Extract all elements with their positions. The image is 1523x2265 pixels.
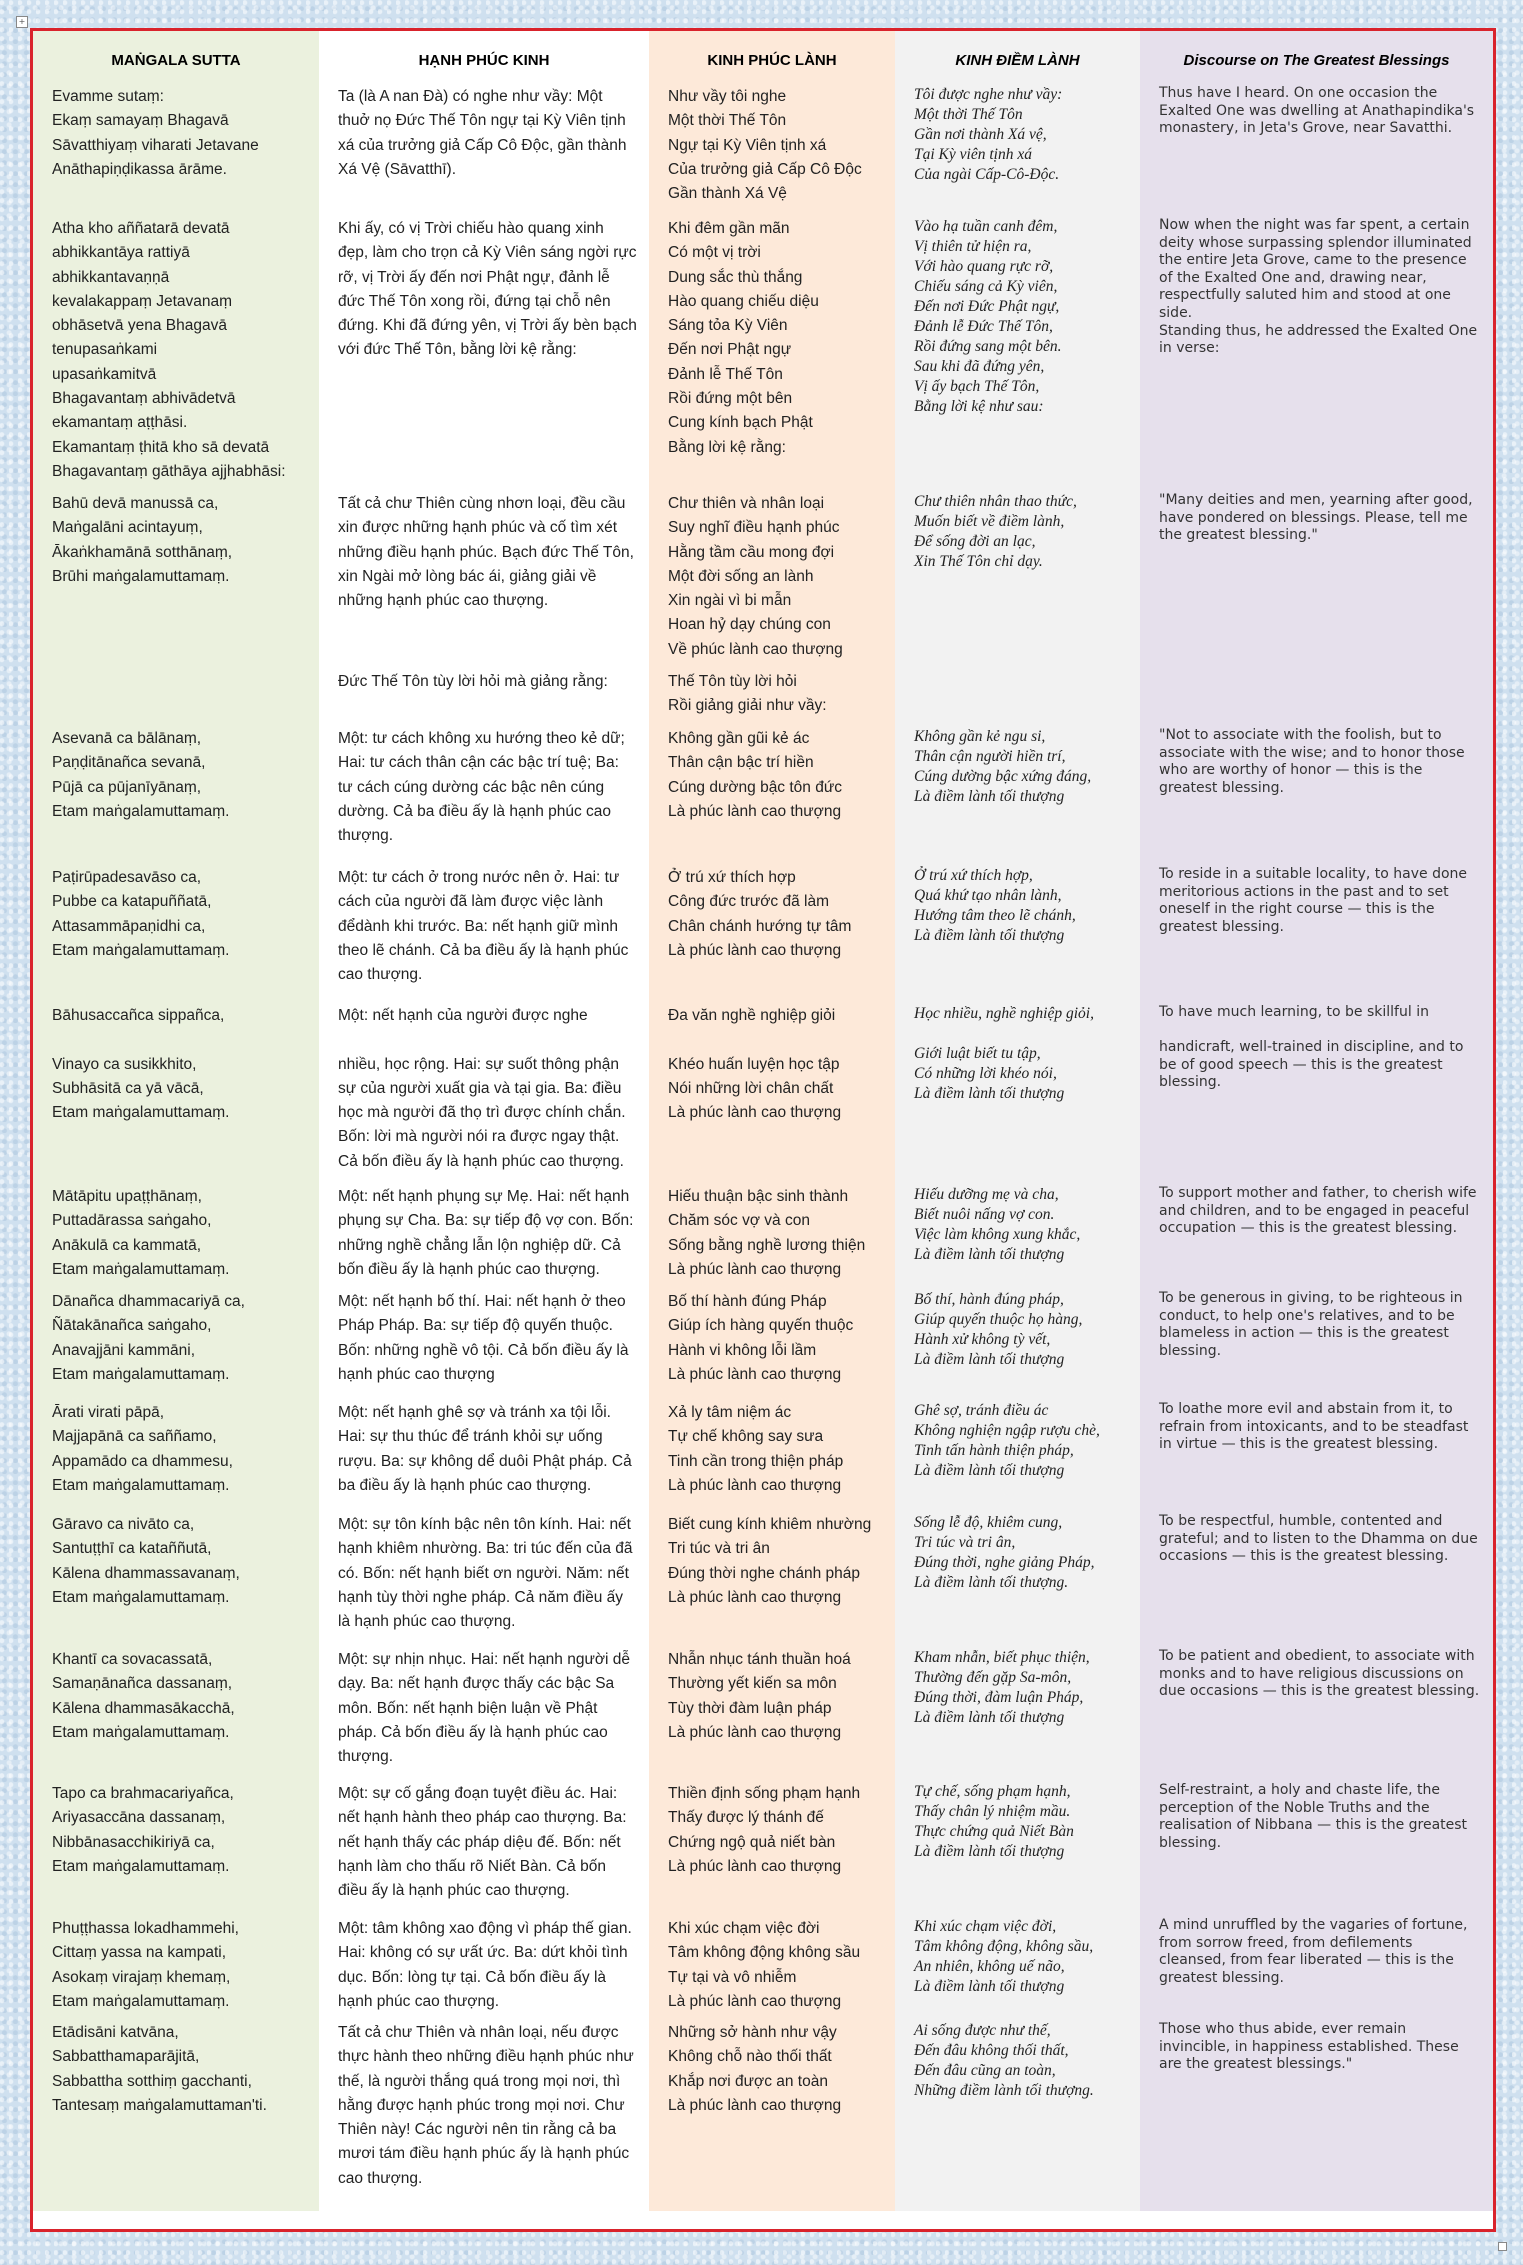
table-cell [649, 1648, 895, 1782]
table-cell [649, 2021, 895, 2211]
pali-text: Tapo ca brahmacariyañca, Ariyasaccāna dassanaṃ, Nibbānasacchikiriyā ca, Etam maṅgalamuttamaṃ. [52, 1785, 234, 1875]
header-kinh-phuc-lanh: KINH PHÚC LÀNH [649, 31, 895, 85]
table-cell [33, 1917, 319, 2021]
kinh-phuc-lanh-text: Chư thiên và nhân loại Suy nghĩ điều hạnh phúc Hằng tầm cầu mong đợi Một đời sống an lành Xin ngài vì bi mẫn Hoan hỷ dạy chúng con Về phúc lành cao thượng [668, 495, 843, 658]
kinh-diem-lanh-text: Ở trú xứ thích hợp, Quá khứ tạo nhân lành, Hướng tâm theo lẽ chánh, Là điềm lành tối thượng [914, 867, 1076, 944]
table-cell [1140, 1290, 1493, 1401]
english-text: Now when the night was far spent, a certain deity whose surpassing splendor illuminated the entire Jeta Grove, came to the presence of the Exalted One and, drawing near, respectfully saluted him and stood at one side. Standing thus, he addressed the Exalted One in verse: [1159, 217, 1478, 357]
kinh-phuc-lanh-text: Nhẫn nhục tánh thuần hoá Thường yết kiến sa môn Tùy thời đàm luận pháp Là phúc lành cao thượng [668, 1651, 851, 1741]
table-cell [1140, 492, 1493, 670]
english-text: To be respectful, humble, contented and grateful; and to listen to the Dhamma on due occasions — this is the greatest blessing. [1159, 1513, 1478, 1565]
table-cell [895, 85, 1140, 217]
pali-text: Bahū devā manussā ca, Maṅgalāni acintayuṃ, Ākaṅkhamānā sotthānaṃ, Brūhi maṅgalamuttamaṃ. [52, 495, 233, 585]
table-cell [1140, 727, 1493, 866]
table-cell [1140, 2021, 1493, 2211]
kinh-diem-lanh-text: Ai sống được như thế, Đến đâu không thối thất, Đến đâu cũng an toàn, Những điềm lành tối thượng. [914, 2022, 1094, 2099]
hanh-phuc-kinh-text: Một: tâm không xao động vì pháp thế gian. Hai: không có sự ưất ức. Ba: dứt khỏi tình dục. Bốn: lòng tự tại. Cả bốn điều ấy là hạnh phúc cao thượng. [338, 1920, 632, 2010]
kinh-phuc-lanh-text: Khi xúc chạm việc đời Tâm không động không sầu Tự tại và vô nhiễm Là phúc lành cao thượng [668, 1920, 861, 2010]
english-text: "Not to associate with the foolish, but to associate with the wise; and to honor those who are worthy of honor — this is the greatest blessing. [1159, 727, 1465, 796]
table-cell [895, 1513, 1140, 1648]
table-row [33, 670, 1493, 727]
table-cell [649, 670, 895, 727]
pali-text: Dānañca dhammacariyā ca, Ñātakānañca saṅgaho, Anavajjāni kammāni, Etam maṅgalamuttamaṃ. [52, 1293, 245, 1383]
table-cell [1140, 1401, 1493, 1513]
kinh-diem-lanh-text: Vào hạ tuần canh đêm, Vị thiên tử hiện ra, Với hào quang rực rỡ, Chiếu sáng cả Kỳ viên, Đến nơi Đức Phật ngự, Đảnh lễ Đức Thế Tôn, Rồi đứng sang một bên. Sau khi đã đứng yên, Vị ấy bạch Thế Tôn, Bằng lời kệ như sau: [914, 218, 1062, 415]
hanh-phuc-kinh-text: Tất cả chư Thiên và nhân loại, nếu được thực hành theo những điều hạnh phúc như thế, là người thắng quá trong mọi nơi, thì hằng được hạnh phúc trong mọi nơi. Chư Thiên này! Các người nên tin rằng cả ba mươi tám điều hạnh phúc ấy là hạnh phúc cao thượng. [338, 2024, 634, 2187]
pali-text: Etādisāni katvāna, Sabbatthamaparājitā, Sabbattha sotthiṃ gacchanti, Tantesaṃ maṅgalamuttaman'ti. [52, 2024, 267, 2114]
table-cell [1140, 85, 1493, 217]
kinh-diem-lanh-text: Học nhiều, nghề nghiệp giỏi, Giới luật biết tu tập, Có những lời khéo nói, Là điềm lành tối thượng [914, 1005, 1094, 1102]
table-row [33, 866, 1493, 1004]
table-cell [649, 1401, 895, 1513]
pali-text: Paṭirūpadesavāso ca, Pubbe ca katapuññatā, Attasammāpaṇidhi ca, Etam maṅgalamuttamaṃ. [52, 869, 230, 959]
table-cell [33, 727, 319, 866]
table-cell [319, 217, 649, 492]
table-cell [649, 727, 895, 866]
table-cell [319, 1648, 649, 1782]
table-cell [649, 1513, 895, 1648]
table-cell [33, 2021, 319, 2211]
english-text: Self-restraint, a holy and chaste life, the perception of the Noble Truths and the realisation of Nibbana — this is the greatest blessing. [1159, 1782, 1468, 1851]
pali-text: Gāravo ca nivāto ca, Santuṭṭhī ca kataññutā, Kālena dhammassavanaṃ, Etam maṅgalamuttamaṃ. [52, 1516, 240, 1606]
header-kinh-diem-lanh: KINH ĐIỀM LÀNH [895, 31, 1140, 85]
table-cell [1140, 1185, 1493, 1290]
hanh-phuc-kinh-text: Đức Thế Tôn tùy lời hỏi mà giảng rằng: [338, 673, 608, 690]
hanh-phuc-kinh-text: Một: nết hạnh của người được nghe nhiều, học rộng. Hai: sự suốt thông phận sự của người xuất gia và tại gia. Ba: điều học mà người đã thọ trì được chính chắn. Bốn: lời mà người nói ra được ngay thật. Cả bốn điều ấy là hạnh phúc cao thượng. [338, 1007, 626, 1170]
english-text: To have much learning, to be skillful in handicraft, well-trained in discipline, and to be of good speech — this is the greatest blessing. [1159, 1004, 1464, 1091]
kinh-phuc-lanh-text: Thế Tôn tùy lời hỏi Rồi giảng giải như vầy: [668, 673, 827, 715]
table-cell [895, 2021, 1140, 2211]
kinh-phuc-lanh-text: Ở trú xứ thích hợp Công đức trước đã làm Chân chánh hướng tự tâm Là phúc lành cao thượng [668, 869, 852, 959]
table-row [33, 2021, 1493, 2211]
english-text: Thus have I heard. On one occasion the Exalted One was dwelling at Anathapindika's monastery, in Jeta's Grove, near Savatthi. [1159, 85, 1475, 137]
pali-text: Asevanā ca bālānaṃ, Paṇḍitānañca sevanā, Pūjā ca pūjanīyānaṃ, Etam maṅgalamuttamaṃ. [52, 730, 230, 820]
table-cell [895, 1004, 1140, 1185]
kinh-diem-lanh-text: Không gần kẻ ngu si, Thân cận người hiền trí, Cúng dường bậc xứng đáng, Là điềm lành tối thượng [914, 728, 1092, 805]
hanh-phuc-kinh-text: Một: nết hạnh ghê sợ và tránh xa tội lỗi. Hai: sự thu thúc để tránh khỏi sự uống rượu. Ba: sự không dể duôi Phật pháp. Cả ba điều ấy là hạnh phúc cao thượng. [338, 1404, 632, 1494]
kinh-diem-lanh-text: Khi xúc chạm việc đời, Tâm không động, không sầu, An nhiên, không uế não, Là điềm lành tối thượng [914, 1918, 1094, 1995]
kinh-diem-lanh-text: Chư thiên nhân thao thức, Muốn biết về điềm lành, Để sống đời an lạc, Xin Thế Tôn chỉ dạy. [914, 493, 1077, 570]
english-text: A mind unruffled by the vagaries of fortune, from sorrow freed, from defilements cleansed, from fear liberated — this is the greatest blessing. [1159, 1917, 1468, 1986]
table-cell [649, 1004, 895, 1185]
table-cell [1140, 1917, 1493, 2021]
table-row [33, 1917, 1493, 2021]
table-cell [1140, 866, 1493, 1004]
hanh-phuc-kinh-text: Ta (là A nan Đà) có nghe như vầy: Một thuở nọ Đức Thế Tôn ngự tại Kỳ Viên tịnh xá của trưởng giả Cấp Cô Độc, gần thành Xá Vệ (Sāvatthī). [338, 88, 627, 178]
hanh-phuc-kinh-text: Một: sự tôn kính bậc nên tôn kính. Hai: nết hạnh khiêm nhường. Ba: tri túc đến của đã có. Bốn: nết hạnh biết ơn người. Năm: nết hạnh tùy thời nghe pháp. Cả năm điều ấy là hạnh phúc cao thượng. [338, 1516, 633, 1631]
pali-text: Khantī ca sovacassatā, Samaṇānañca dassanaṃ, Kālena dhammasākacchā, Etam maṅgalamuttamaṃ. [52, 1651, 235, 1741]
table-cell [319, 1290, 649, 1401]
kinh-phuc-lanh-text: Bố thí hành đúng Pháp Giúp ích hàng quyến thuộc Hành vi không lỗi lầm Là phúc lành cao thượng [668, 1293, 854, 1383]
table-cell [1140, 1513, 1493, 1648]
english-text: To be patient and obedient, to associate with monks and to have religious discussions on due occasions — this is the greatest blessing. [1159, 1648, 1480, 1700]
pali-text: Mātāpitu upaṭṭhānaṃ, Puttadārassa saṅgaho, Anākulā ca kammatā, Etam maṅgalamuttamaṃ. [52, 1188, 230, 1278]
pali-text: Atha kho aññatarā devatā abhikkantāya rattiyā abhikkantavaṇṇā kevalakappaṃ Jetavanaṃ obhāsetvā yena Bhagavā tenupasaṅkami upasaṅkamitvā Bhagavantaṃ abhivādetvā ekamantaṃ aṭṭhāsi. Ekamantaṃ ṭhitā kho sā devatā Bhagavantaṃ gāthāya ajjhabhāsi: [52, 220, 286, 480]
table-move-handle[interactable]: + [16, 16, 28, 28]
english-text: To loathe more evil and abstain from it, to refrain from intoxicants, and to be steadfast in virtue — this is the greatest blessing. [1159, 1401, 1469, 1453]
table-cell [319, 492, 649, 670]
table-cell [33, 1004, 319, 1185]
table-cell [1140, 1782, 1493, 1917]
table-cell [33, 1782, 319, 1917]
table-cell [649, 1782, 895, 1917]
table-cell [895, 727, 1140, 866]
hanh-phuc-kinh-text: Một: sự nhịn nhục. Hai: nết hạnh người dễ dạy. Ba: nết hạnh được thấy các bậc Sa môn. Bốn: nết hạnh biện luận về Phật pháp. Cả bốn điều ấy là hạnh phúc cao thượng. [338, 1651, 631, 1766]
kinh-phuc-lanh-text: Như vầy tôi nghe Một thời Thế Tôn Ngự tại Kỳ Viên tịnh xá Của trưởng giả Cấp Cô Độc Gần thành Xá Vệ [668, 88, 862, 203]
table-cell [319, 1513, 649, 1648]
table-cell [319, 866, 649, 1004]
table-cell [33, 1401, 319, 1513]
english-text: To support mother and father, to cherish wife and children, and to be engaged in peaceful occupation — this is the greatest blessing. [1159, 1185, 1477, 1237]
table-row [33, 217, 1493, 492]
table-cell [1140, 217, 1493, 492]
table-row [33, 492, 1493, 670]
table-cell [895, 1648, 1140, 1782]
table-cell [895, 670, 1140, 727]
kinh-phuc-lanh-text: Xả ly tâm niệm ác Tự chế không say sưa Tinh cần trong thiện pháp Là phúc lành cao thượng [668, 1404, 844, 1494]
table-cell [33, 1185, 319, 1290]
table-row [33, 1648, 1493, 1782]
table-cell [319, 1401, 649, 1513]
table-cell [319, 85, 649, 217]
table-cell [895, 492, 1140, 670]
pali-text: Bāhusaccañca sippañca, Vinayo ca susikkhito, Subhāsitā ca yā vācā, Etam maṅgalamuttamaṃ. [52, 1007, 230, 1122]
table-row [33, 1290, 1493, 1401]
pali-text: Ārati virati pāpā, Majjapānā ca saññamo, Appamādo ca dhammesu, Etam maṅgalamuttamaṃ. [52, 1404, 233, 1494]
table-cell [319, 1004, 649, 1185]
table-cell [1140, 1004, 1493, 1185]
table-resize-handle[interactable] [1498, 2242, 1507, 2251]
table-cell [319, 1782, 649, 1917]
table-row [33, 1004, 1493, 1185]
table-row [33, 85, 1493, 217]
table-cell [649, 492, 895, 670]
hanh-phuc-kinh-text: Một: tư cách không xu hướng theo kẻ dữ; Hai: tư cách thân cận các bậc trí tuệ; Ba: tư cách cúng dường các bậc nên cúng dường. Cả ba điều ấy là hạnh phúc cao thượng. [338, 730, 625, 845]
table-cell [319, 2021, 649, 2211]
sutta-comparison-table [30, 28, 1496, 2232]
table-cell [319, 727, 649, 866]
table-cell [33, 1290, 319, 1401]
table-cell [1140, 1648, 1493, 1782]
table-cell [649, 217, 895, 492]
table-cell [33, 1513, 319, 1648]
pali-text: Evamme sutaṃ: Ekaṃ samayaṃ Bhagavā Sāvatthiyaṃ viharati Jetavane Anāthapiṇḍikassa ārāme. [52, 88, 259, 178]
kinh-phuc-lanh-text: Những sở hành như vậy Không chỗ nào thối thất Khắp nơi được an toàn Là phúc lành cao thượng [668, 2024, 842, 2114]
table-cell [33, 1648, 319, 1782]
kinh-phuc-lanh-text: Đa văn nghề nghiệp giỏi Khéo huấn luyện học tập Nói những lời chân chất Là phúc lành cao thượng [668, 1007, 842, 1122]
kinh-diem-lanh-text: Tự chế, sống phạm hạnh, Thấy chân lý nhiệm mầu. Thực chứng quả Niết Bàn Là điềm lành tối thượng [914, 1783, 1074, 1860]
kinh-diem-lanh-text: Hiếu dưỡng mẹ và cha, Biết nuôi nấng vợ con. Việc làm không xung khắc, Là điềm lành tối thượng [914, 1186, 1081, 1263]
table-row [33, 1782, 1493, 1917]
pali-text: Phuṭṭhassa lokadhammehi, Cittaṃ yassa na kampati, Asokaṃ virajaṃ khemaṃ, Etam maṅgalamuttamaṃ. [52, 1920, 239, 2010]
kinh-diem-lanh-text: Bố thí, hành đúng pháp, Giúp quyến thuộc họ hàng, Hành xử không tỳ vết, Là điềm lành tối thượng [914, 1291, 1083, 1368]
hanh-phuc-kinh-text: Một: nết hạnh bố thí. Hai: nết hạnh ở theo Pháp Pháp. Ba: sự tiếp độ quyến thuộc. Bốn: những nghề vô tội. Cả bốn điều ấy là hạnh phúc cao thượng [338, 1293, 629, 1383]
table-cell [33, 85, 319, 217]
kinh-phuc-lanh-text: Hiếu thuận bậc sinh thành Chăm sóc vợ và con Sống bằng nghề lương thiện Là phúc lành cao thượng [668, 1188, 866, 1278]
english-text: "Many deities and men, yearning after good, have pondered on blessings. Please, tell me the greatest blessing." [1159, 492, 1473, 544]
table-cell [319, 1185, 649, 1290]
table-cell [895, 866, 1140, 1004]
table-cell [319, 1917, 649, 2021]
kinh-diem-lanh-text: Ghê sợ, tránh điều ác Không nghiện ngập rượu chè, Tinh tấn hành thiện pháp, Là điềm lành tối thượng [914, 1402, 1100, 1479]
table-row [33, 1401, 1493, 1513]
table-cell [649, 1185, 895, 1290]
table-cell [895, 1782, 1140, 1917]
kinh-phuc-lanh-text: Không gần gũi kẻ ác Thân cận bậc trí hiền Cúng dường bậc tôn đức Là phúc lành cao thượng [668, 730, 842, 820]
table-row [33, 1185, 1493, 1290]
hanh-phuc-kinh-text: Một: nết hạnh phụng sự Mẹ. Hai: nết hạnh phụng sự Cha. Ba: sự tiếp độ vợ con. Bốn: những nghề chẳng lẫn lộn nghiệp dữ. Cả bốn điều ấy là hạnh phúc cao thượng. [338, 1188, 634, 1278]
hanh-phuc-kinh-text: Một: sự cố gắng đoạn tuyệt điều ác. Hai: nết hạnh hành theo pháp cao thượng. Ba: nết hạnh thấy các pháp diệu đế. Bốn: nết hạnh làm cho thấu rõ Niết Bàn. Cả bốn điều ấy là hạnh phúc cao thượng. [338, 1785, 627, 1900]
table-cell [649, 85, 895, 217]
table-cell [895, 1185, 1140, 1290]
table-cell [33, 492, 319, 670]
kinh-diem-lanh-text: Sống lễ độ, khiêm cung, Tri túc và tri ân, Đúng thời, nghe giảng Pháp, Là điềm lành tối thượng. [914, 1514, 1095, 1591]
table-cell [895, 1401, 1140, 1513]
english-text: To reside in a suitable locality, to have done meritorious actions in the past and to set oneself in the right course — this is the greatest blessing. [1159, 866, 1468, 935]
table-cell [1140, 670, 1493, 727]
table-cell [649, 1917, 895, 2021]
table-cell [649, 1290, 895, 1401]
kinh-phuc-lanh-text: Khi đêm gần mãn Có một vị trời Dung sắc thù thắng Hào quang chiếu diệu Sáng tỏa Kỳ Viên Đến nơi Phật ngự Đảnh lễ Thế Tôn Rồi đứng một bên Cung kính bạch Phật Bằng lời kệ rằng: [668, 220, 819, 456]
header-hanh-phuc-kinh: HẠNH PHÚC KINH [319, 31, 649, 85]
header-row [33, 31, 1493, 85]
table-cell [33, 866, 319, 1004]
table-cell [33, 670, 319, 727]
table-cell [895, 217, 1140, 492]
header-english: Discourse on The Greatest Blessings [1140, 31, 1493, 85]
table-cell [895, 1917, 1140, 2021]
header-pali: MAṄGALA SUTTA [33, 31, 319, 85]
hanh-phuc-kinh-text: Khi ấy, có vị Trời chiếu hào quang xinh đẹp, làm cho trọn cả Kỳ Viên sáng ngời rực rỡ, vị Trời ấy đến nơi Phật ngự, đảnh lễ đức Thế Tôn xong rồi, đứng tại chỗ nên đứng. Khi đã đứng yên, vị Trời ấy bèn bạch với đức Thế Tôn, bằng lời kệ rằng: [338, 220, 637, 359]
translation-table [33, 31, 1493, 2211]
english-text: To be generous in giving, to be righteous in conduct, to help one's relatives, and to be blameless in action — this is the greatest blessing. [1159, 1290, 1463, 1359]
table-cell [319, 670, 649, 727]
table-row [33, 727, 1493, 866]
english-text: Those who thus abide, ever remain invincible, in happiness established. These are the greatest blessings." [1159, 2021, 1459, 2073]
kinh-phuc-lanh-text: Biết cung kính khiêm nhường Tri túc và tri ân Đúng thời nghe chánh pháp Là phúc lành cao thượng [668, 1516, 872, 1606]
table-cell [649, 866, 895, 1004]
hanh-phuc-kinh-text: Một: tư cách ở trong nước nên ở. Hai: tư cách của người đã làm được việc lành đểdành khi trước. Ba: nết hạnh giữ mình theo lẽ chánh. Cả ba điều ấy là hạnh phúc cao thượng. [338, 869, 629, 984]
table-row [33, 1513, 1493, 1648]
hanh-phuc-kinh-text: Tất cả chư Thiên cùng nhơn loại, đều cầu xin được những hạnh phúc và cố tìm xét những điều hạnh phúc. Bạch đức Thế Tôn, xin Ngài mở lòng bác ái, giảng giải về những hạnh phúc cao thượng. [338, 495, 634, 610]
table-cell [895, 1290, 1140, 1401]
kinh-diem-lanh-text: Tôi được nghe như vầy: Một thời Thế Tôn Gần nơi thành Xá vệ, Tại Kỳ viên tịnh xá Của ngài Cấp-Cô-Độc. [914, 86, 1063, 183]
table-cell [33, 217, 319, 492]
kinh-diem-lanh-text: Kham nhẫn, biết phục thiện, Thường đến gặp Sa-môn, Đúng thời, đàm luận Pháp, Là điềm lành tối thượng [914, 1649, 1090, 1726]
kinh-phuc-lanh-text: Thiền định sống phạm hạnh Thấy được lý thánh đế Chứng ngộ quả niết bàn Là phúc lành cao thượng [668, 1785, 861, 1875]
